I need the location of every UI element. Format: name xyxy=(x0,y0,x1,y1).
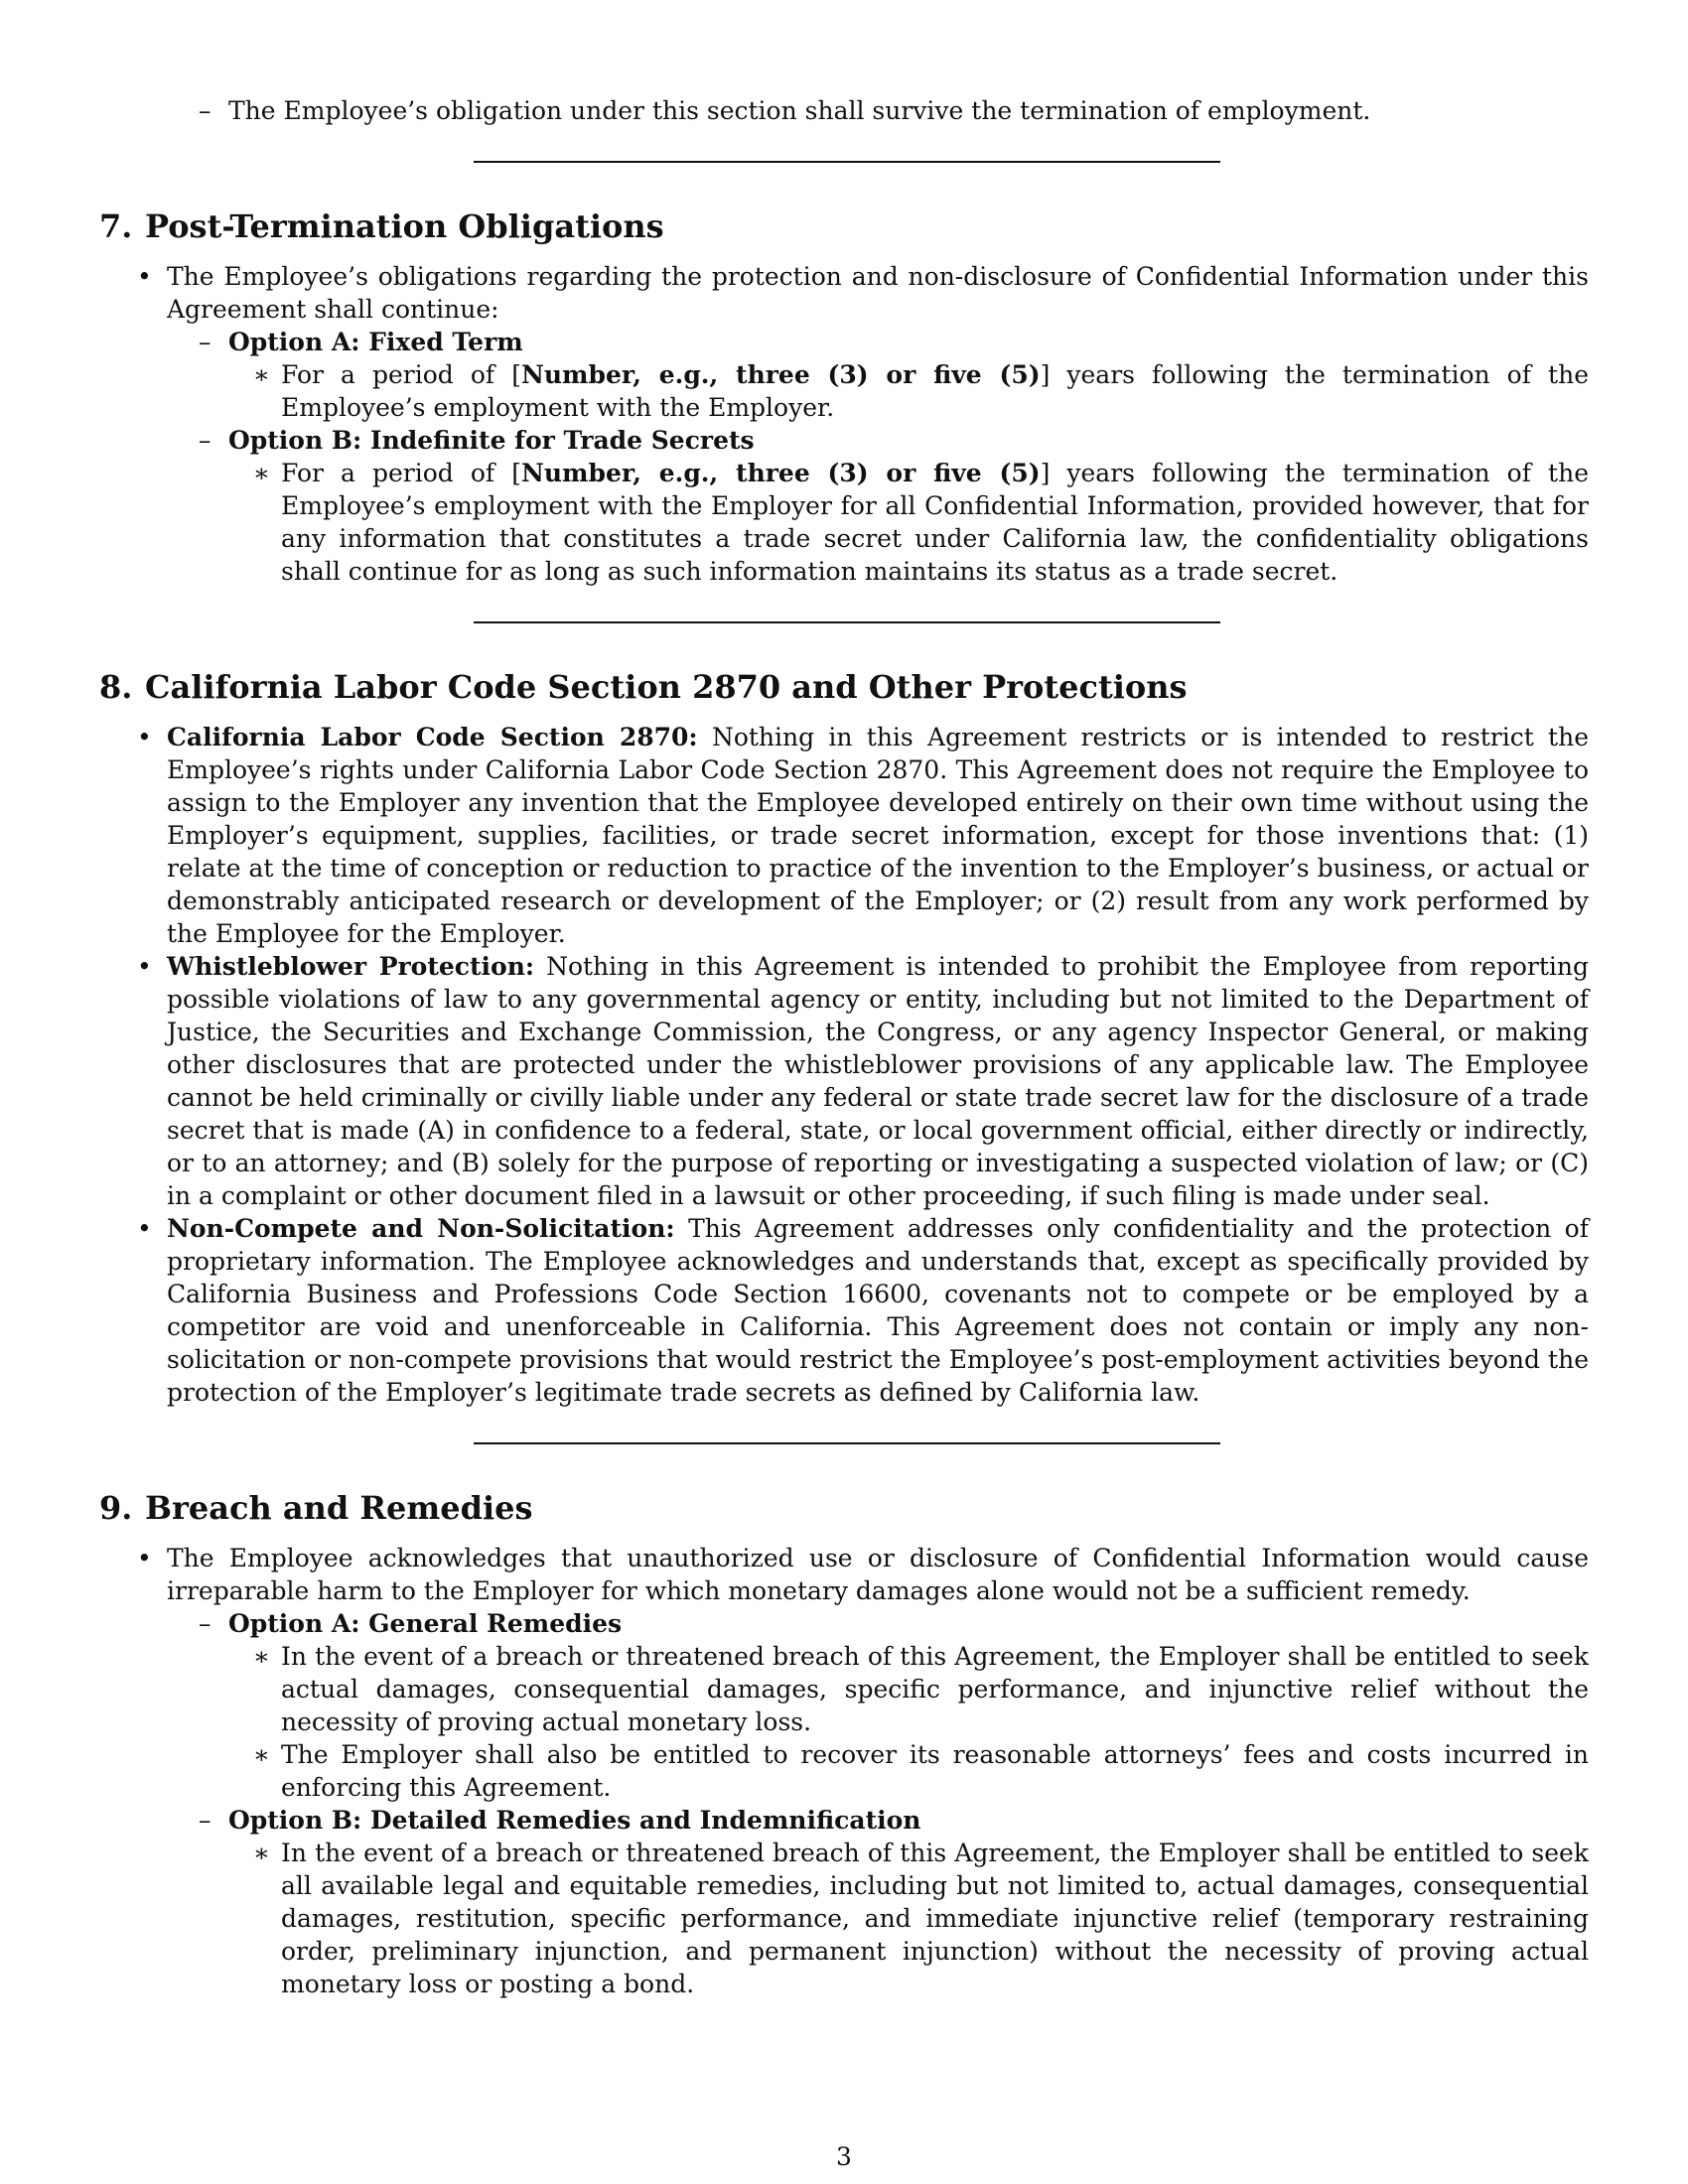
section-divider xyxy=(474,621,1220,623)
document-page xyxy=(99,94,1589,2000)
list-item xyxy=(99,1837,1589,2000)
item-text: In the event of a breach or threatened breach of this Agreement, the Employer shall be entitled to seek actual damages, consequential damages, specific performance, and injunctive relief without the necessity of proving actual monetary loss. xyxy=(281,1642,1589,1736)
bullet-marker: • xyxy=(137,1544,152,1572)
section-9-heading xyxy=(99,1488,1589,1528)
star-marker: ∗ xyxy=(253,1740,270,1769)
option-heading xyxy=(99,424,1589,457)
section-title: Breach and Remedies xyxy=(145,1489,533,1527)
star-marker: ∗ xyxy=(253,1642,270,1671)
item-text: The Employer shall also be entitled to recover its reasonable attorneys’ fees and costs incurred in enforcing this Agreement. xyxy=(281,1740,1589,1802)
text-fragment: ] years following the termination of the Employee’s employment with the Employer. xyxy=(281,360,1589,422)
section-7-heading xyxy=(99,206,1589,246)
item-text: This Agreement addresses only confidentiality and the protection of proprietary information. The Employee acknowledges and understands that, except as specifically provided by California Business and Professions Code Section 16600, covenants not to compete or be employed by a competitor are void and unenforceable in California. This Agreement does not contain or imply any non-solicitation or non-compete provisions that would restrict the Employee’s post-employment activities beyond the protection of the Employer’s legitimate trade secrets as defined by California law. xyxy=(167,1214,1589,1407)
survival-text: The Employee’s obligation under this section shall survive the termination of employment. xyxy=(228,96,1371,125)
section-number: 9. xyxy=(99,1489,133,1527)
list-item xyxy=(99,1640,1589,1738)
star-marker: ∗ xyxy=(253,360,270,389)
section-8-heading xyxy=(99,667,1589,707)
list-item-survival xyxy=(99,94,1589,127)
item-label: California Labor Code Section 2870: xyxy=(167,723,698,751)
bullet-marker: • xyxy=(137,1214,152,1243)
placeholder-text: Number, e.g., three (3) or five (5) xyxy=(520,459,1041,487)
dash-marker: – xyxy=(199,96,211,125)
section-number: 7. xyxy=(99,207,133,245)
list-item xyxy=(99,1212,1589,1409)
star-marker: ∗ xyxy=(253,459,270,487)
list-item xyxy=(99,721,1589,950)
option-heading xyxy=(99,326,1589,358)
list-item xyxy=(99,950,1589,1212)
dash-marker: – xyxy=(199,1806,211,1835)
dash-marker: – xyxy=(199,1609,211,1638)
list-item xyxy=(99,260,1589,326)
item-text: Nothing in this Agreement is intended to prohibit the Employee from reporting possible violations of law to any governmental agency or entity, including but not limited to the Department of Justice, the Securities and Exchange Commission, the Congress, or any agency Inspector General, or making other disclosures that are protected under the whistleblower provisions of any applicable law. The Employee cannot be held criminally or civilly liable under any federal or state trade secret law for the disclosure of a trade secret that is made (A) in confidence to a federal, state, or local government official, either directly or indirectly, or to an attorney; and (B) solely for the purpose of reporting or investigating a suspected violation of law; or (C) in a complaint or other document filed in a lawsuit or other proceeding, if such filing is made under seal. xyxy=(167,952,1590,1210)
star-marker: ∗ xyxy=(253,1839,270,1867)
dash-marker: – xyxy=(199,426,211,455)
dash-marker: – xyxy=(199,328,211,356)
item-text: Nothing in this Agreement restricts or is intended to restrict the Employee’s rights under California Labor Code Section 2870. This Agreement does not require the Employee to assign to the Employer any invention that the Employee developed entirely on their own time without using the Employer’s equipment, supplies, facilities, or trade secret information, except for those inventions that: (1) relate at the time of conception or reduction to practice of the invention to the Employer’s business, or actual or demonstrably anticipated research or development of the Employer; or (2) result from any work performed by the Employee for the Employer. xyxy=(167,723,1589,948)
item-label: Non-Compete and Non-Solicitation: xyxy=(167,1214,675,1243)
s9-option-b-title: Option B: Detailed Remedies and Indemnification xyxy=(228,1806,921,1835)
section-title: California Labor Code Section 2870 and Other Protections xyxy=(145,668,1188,706)
bullet-marker: • xyxy=(137,723,152,751)
list-item xyxy=(99,358,1589,424)
s7-option-b-title: Option B: Indefinite for Trade Secrets xyxy=(228,426,755,455)
bullet-marker: • xyxy=(137,262,152,291)
item-text: In the event of a breach or threatened breach of this Agreement, the Employer shall be entitled to seek all available legal and equitable remedies, including but not limited to, actual damages, consequential damages, restitution, specific performance, and immediate injunctive relief (temporary restraining order, preliminary injunction, and permanent injunction) without the necessity of proving actual monetary loss or posting a bond. xyxy=(281,1839,1589,1998)
bullet-marker: • xyxy=(137,952,152,981)
s7-intro-text: The Employee’s obligations regarding the protection and non-disclosure of Confidential Information under this Agreement shall continue: xyxy=(167,262,1589,324)
s7-option-a-title: Option A: Fixed Term xyxy=(228,328,523,356)
placeholder-text: Number, e.g., three (3) or five (5) xyxy=(520,360,1041,389)
text-fragment: For a period of [ xyxy=(281,459,521,487)
text-fragment: ] years following the termination of the Employee’s employment with the Employer for all Confidential Information, provided however, that for any information that constitutes a trade secret under California law, the confidentiality obligations shall continue for as long as such information maintains its status as a trade secret. xyxy=(281,459,1589,586)
option-heading xyxy=(99,1804,1589,1837)
text-fragment: For a period of [ xyxy=(281,360,521,389)
s9-intro-text: The Employee acknowledges that unauthorized use or disclosure of Confidential Information would cause irreparable harm to the Employer for which monetary damages alone would not be a sufficient remedy. xyxy=(167,1544,1589,1605)
list-item xyxy=(99,457,1589,588)
option-heading xyxy=(99,1607,1589,1640)
section-divider xyxy=(474,1442,1220,1444)
s9-option-a-title: Option A: General Remedies xyxy=(228,1609,623,1638)
section-divider xyxy=(474,161,1220,163)
list-item xyxy=(99,1542,1589,1607)
item-label: Whistleblower Protection: xyxy=(167,952,535,981)
section-number: 8. xyxy=(99,668,133,706)
page-number: 3 xyxy=(836,2142,852,2171)
section-title: Post-Termination Obligations xyxy=(145,207,664,245)
list-item xyxy=(99,1738,1589,1804)
